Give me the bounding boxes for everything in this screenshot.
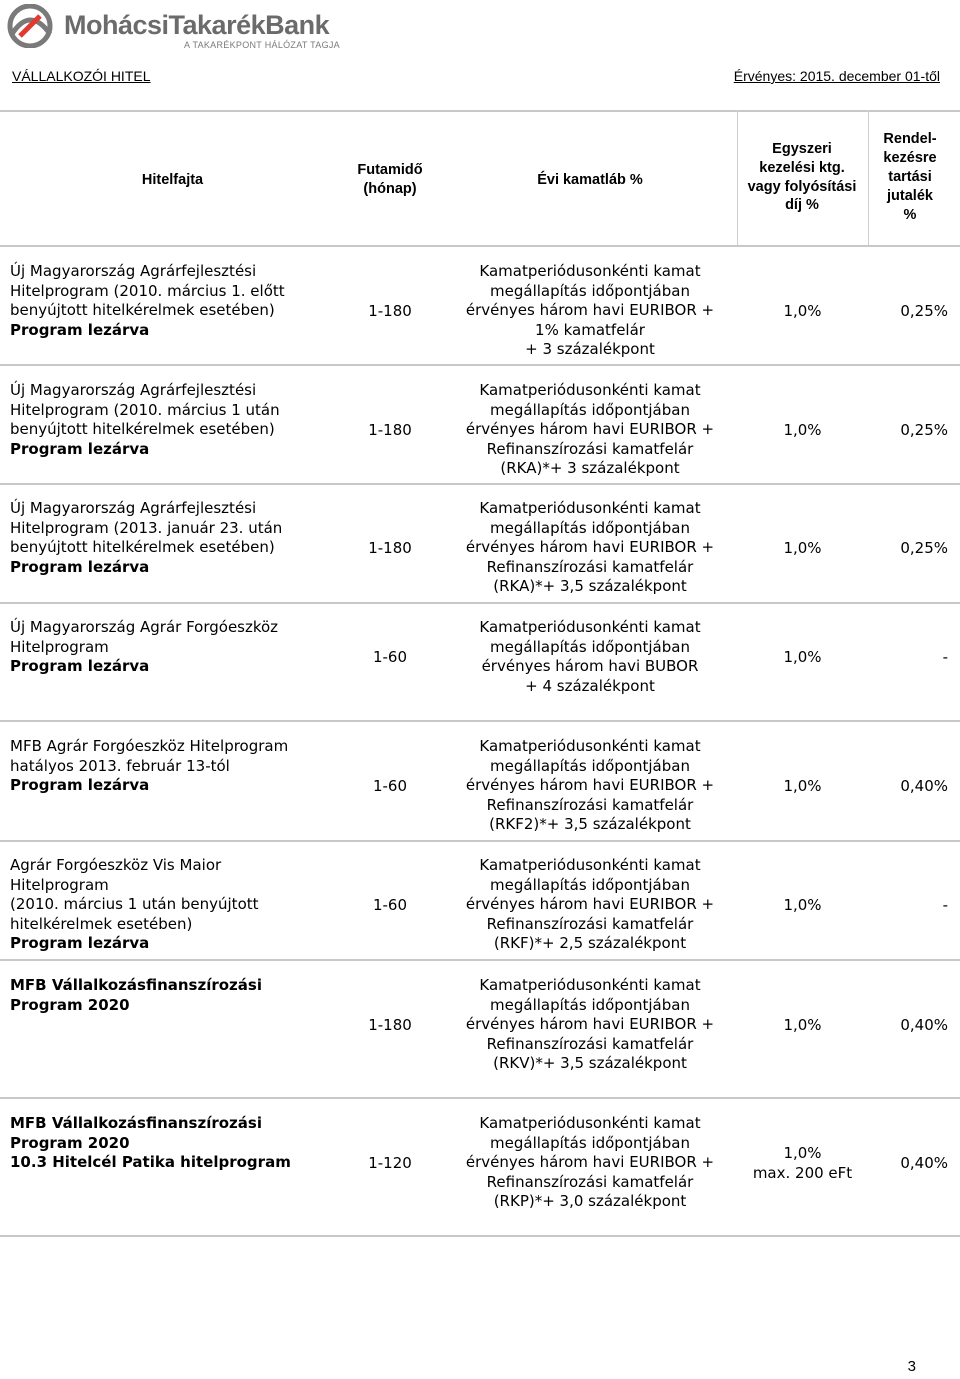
- commitment-fee-cell: 0,40%: [900, 777, 948, 796]
- fee-line: 1,0%: [783, 648, 822, 667]
- interest-rate-line: (RKA)*+ 3,5 százalékpont: [493, 577, 687, 596]
- loan-status-bold: Program lezárva: [10, 657, 150, 676]
- table-horizontal-line: [0, 364, 960, 366]
- column-header-bonus-line: tartási: [888, 169, 932, 186]
- interest-rate-line: érvényes három havi BUBOR: [481, 657, 699, 676]
- term-cell: 1-60: [372, 648, 408, 667]
- loan-type-line: Új Magyarország Agrárfejlesztési: [10, 262, 257, 280]
- commitment-fee-cell: -: [942, 896, 948, 915]
- column-header-fee-line: kezelési ktg.: [759, 159, 845, 176]
- loan-type-line: benyújtott hitelkérelmek esetében): [10, 538, 275, 557]
- interest-rate-line: érvényes három havi EURIBOR +: [465, 895, 715, 914]
- column-header-fee: [737, 115, 867, 240]
- column-header-term-line: (hónap): [363, 181, 417, 197]
- interest-rate-line: (RKF2)*+ 3,5 százalékpont: [489, 815, 691, 834]
- loan-type-cell: [10, 737, 330, 796]
- loan-type-line: Új Magyarország Agrárfejlesztési: [10, 499, 257, 517]
- loan-type-line: MFB Agrár Forgóeszköz Hitelprogram: [10, 737, 289, 755]
- loan-type-cell: [10, 262, 330, 340]
- interest-rate-line: (RKV)*+ 3,5 százalékpont: [493, 1054, 687, 1073]
- column-header-bonus: [870, 115, 950, 240]
- interest-rate-line: Kamatperiódusonkénti kamat: [479, 976, 701, 994]
- loan-status-bold: MFB Vállalkozásfinanszírozási: [10, 976, 262, 994]
- interest-rate-line: érvényes három havi EURIBOR +: [465, 1015, 715, 1034]
- loan-type-line: Agrár Forgóeszköz Vis Maior: [10, 856, 222, 874]
- fee-line: 1,0%: [783, 302, 822, 321]
- interest-rate-line: 1% kamatfelár: [535, 320, 645, 339]
- interest-rate-line: megállapítás időpontjában: [490, 995, 690, 1014]
- interest-rate-cell: [445, 262, 735, 360]
- interest-rate-line: Refinanszírozási kamatfelár: [486, 1034, 694, 1053]
- document-section-title: VÁLLALKOZÓI HITEL: [12, 68, 151, 84]
- loan-status-bold: Program lezárva: [10, 934, 150, 953]
- interest-rate-line: Refinanszírozási kamatfelár: [486, 557, 694, 576]
- loan-type-cell: [10, 499, 330, 577]
- interest-rate-line: Kamatperiódusonkénti kamat: [479, 618, 701, 636]
- interest-rate-line: Kamatperiódusonkénti kamat: [479, 499, 701, 517]
- interest-rate-line: (RKA)*+ 3 százalékpont: [500, 459, 680, 478]
- bank-logo-icon: [6, 4, 56, 48]
- commitment-fee-cell: -: [942, 648, 948, 667]
- column-header-bonus-line: kezésre: [883, 150, 937, 167]
- interest-rate-line: megállapítás időpontjában: [490, 518, 690, 537]
- interest-rate-cell: [445, 976, 735, 1074]
- interest-rate-line: Kamatperiódusonkénti kamat: [479, 381, 701, 399]
- term-cell: 1-180: [368, 1016, 412, 1035]
- fee-line: 1,0%: [783, 777, 822, 796]
- fee-cell: [745, 539, 860, 559]
- commitment-fee-cell: 0,25%: [900, 421, 948, 440]
- table-horizontal-line: [0, 110, 960, 112]
- interest-rate-line: Refinanszírozási kamatfelár: [486, 914, 694, 933]
- loan-status-bold: MFB Vállalkozásfinanszírozási: [10, 1114, 262, 1132]
- fee-line: 1,0%: [783, 1144, 822, 1163]
- interest-rate-line: érvényes három havi EURIBOR +: [465, 301, 715, 320]
- fee-cell: [745, 1016, 860, 1036]
- fee-cell: [745, 896, 860, 916]
- loan-type-cell: [10, 381, 330, 459]
- loan-type-line: Hitelprogram (2013. január 23. után: [10, 518, 283, 537]
- table-horizontal-line: [0, 959, 960, 961]
- table-horizontal-line: [0, 840, 960, 842]
- column-header-fee-line: vagy folyósítási: [747, 178, 857, 195]
- loan-status-bold: Program lezárva: [10, 439, 150, 458]
- table-horizontal-line: [0, 1097, 960, 1099]
- loan-type-line: (2010. március 1 után benyújtott: [10, 895, 259, 914]
- loan-type-cell: [10, 1114, 330, 1173]
- commitment-fee-cell: 0,40%: [900, 1154, 948, 1173]
- loan-type-line: benyújtott hitelkérelmek esetében): [10, 301, 275, 320]
- fee-line: 1,0%: [783, 421, 822, 440]
- interest-rate-line: Refinanszírozási kamatfelár: [486, 795, 694, 814]
- interest-rate-cell: [445, 1114, 735, 1212]
- interest-rate-line: megállapítás időpontjában: [490, 400, 690, 419]
- term-cell: 1-120: [368, 1154, 412, 1173]
- fee-cell: [745, 777, 860, 797]
- loan-status-bold: Program lezárva: [10, 557, 150, 576]
- loan-status-bold: Program lezárva: [10, 776, 150, 795]
- term-cell: 1-180: [368, 302, 412, 321]
- fee-cell: [745, 302, 860, 322]
- interest-rate-line: (RKP)*+ 3,0 százalékpont: [493, 1192, 687, 1211]
- fee-line: 1,0%: [783, 896, 822, 915]
- interest-rate-line: megállapítás időpontjában: [490, 281, 690, 300]
- loan-type-cell: [10, 618, 330, 677]
- column-header-bonus-line: %: [903, 206, 917, 223]
- interest-rate-line: Kamatperiódusonkénti kamat: [479, 856, 701, 874]
- loan-type-line: Hitelprogram: [10, 875, 109, 894]
- interest-rate-line: Kamatperiódusonkénti kamat: [479, 1114, 701, 1132]
- fee-line: max. 200 eFt: [752, 1163, 853, 1182]
- column-header-type: Hitelfajta: [141, 171, 204, 188]
- logo-name: MohácsiTakarékBank: [64, 10, 330, 40]
- term-cell: 1-180: [368, 539, 412, 558]
- term-cell: 1-180: [368, 421, 412, 440]
- loan-status-bold: Program 2020: [10, 1133, 130, 1152]
- table-horizontal-line: [0, 720, 960, 722]
- commitment-fee-cell: 0,25%: [900, 539, 948, 558]
- fee-line: 1,0%: [783, 1016, 822, 1035]
- column-header-rate: Évi kamatláb %: [537, 171, 643, 188]
- loan-type-line: Hitelprogram (2010. március 1. előtt: [10, 281, 285, 300]
- column-header-term-line: Futamidő: [357, 162, 423, 179]
- term-cell: 1-60: [372, 777, 408, 796]
- fee-line: 1,0%: [783, 539, 822, 558]
- interest-rate-line: megállapítás időpontjában: [490, 1133, 690, 1152]
- loan-type-line: Hitelprogram (2010. március 1 után: [10, 400, 280, 419]
- interest-rate-line: + 4 százalékpont: [525, 676, 655, 695]
- interest-rate-line: megállapítás időpontjában: [490, 637, 690, 656]
- column-header-fee-line: díj %: [785, 197, 819, 214]
- loan-type-line: hatályos 2013. február 13-tól: [10, 756, 230, 775]
- interest-rate-line: + 3 százalékpont: [525, 340, 655, 359]
- interest-rate-cell: [445, 381, 735, 479]
- interest-rate-line: érvényes három havi EURIBOR +: [465, 420, 715, 439]
- table-horizontal-line: [0, 245, 960, 247]
- bank-logo: [6, 4, 340, 52]
- column-header-bonus-line: Rendel-: [883, 131, 937, 148]
- validity-date: Érvényes: 2015. december 01-től: [733, 68, 940, 84]
- table-horizontal-line: [0, 1235, 960, 1237]
- interest-rate-line: (RKF)*+ 2,5 százalékpont: [493, 934, 687, 953]
- interest-rate-line: Refinanszírozási kamatfelár: [486, 439, 694, 458]
- interest-rate-line: megállapítás időpontjában: [490, 756, 690, 775]
- loan-type-line: Új Magyarország Agrárfejlesztési: [10, 381, 257, 399]
- term-cell: 1-60: [372, 896, 408, 915]
- interest-rate-line: érvényes három havi EURIBOR +: [465, 776, 715, 795]
- fee-cell: [745, 648, 860, 668]
- loan-type-line: Új Magyarország Agrár Forgóeszköz: [10, 618, 279, 636]
- interest-rate-line: Refinanszírozási kamatfelár: [486, 1172, 694, 1191]
- interest-rate-line: megállapítás időpontjában: [490, 875, 690, 894]
- loan-type-line: benyújtott hitelkérelmek esetében): [10, 420, 275, 439]
- interest-rate-line: Kamatperiódusonkénti kamat: [479, 737, 701, 755]
- column-header-bonus-line: jutalék: [887, 187, 933, 204]
- page-number: 3: [907, 1358, 916, 1375]
- loan-type-line: Hitelprogram: [10, 637, 109, 656]
- loan-type-cell: [10, 856, 330, 954]
- loan-status-bold: Program 2020: [10, 995, 130, 1014]
- loan-type-line: hitelkérelmek esetében): [10, 914, 193, 933]
- table-horizontal-line: [0, 602, 960, 604]
- logo-tagline: A TAKARÉKPONT HÁLÓZAT TAGJA: [184, 40, 340, 50]
- interest-rate-cell: [445, 737, 735, 835]
- column-header-fee-line: Egyszeri: [772, 140, 832, 157]
- column-header-term: [335, 155, 445, 205]
- commitment-fee-cell: 0,25%: [900, 302, 948, 321]
- interest-rate-line: érvényes három havi EURIBOR +: [465, 538, 715, 557]
- loan-type-cell: [10, 976, 330, 1015]
- interest-rate-line: Kamatperiódusonkénti kamat: [479, 262, 701, 280]
- commitment-fee-cell: 0,40%: [900, 1016, 948, 1035]
- fee-cell: [745, 421, 860, 441]
- table-horizontal-line: [0, 483, 960, 485]
- loan-status-bold: 10.3 Hitelcél Patika hitelprogram: [10, 1153, 291, 1172]
- interest-rate-cell: [445, 856, 735, 954]
- fee-cell: [745, 1144, 860, 1183]
- interest-rate-cell: [445, 618, 735, 696]
- interest-rate-line: érvényes három havi EURIBOR +: [465, 1153, 715, 1172]
- loan-status-bold: Program lezárva: [10, 320, 150, 339]
- table-vertical-line: [868, 110, 869, 245]
- interest-rate-cell: [445, 499, 735, 597]
